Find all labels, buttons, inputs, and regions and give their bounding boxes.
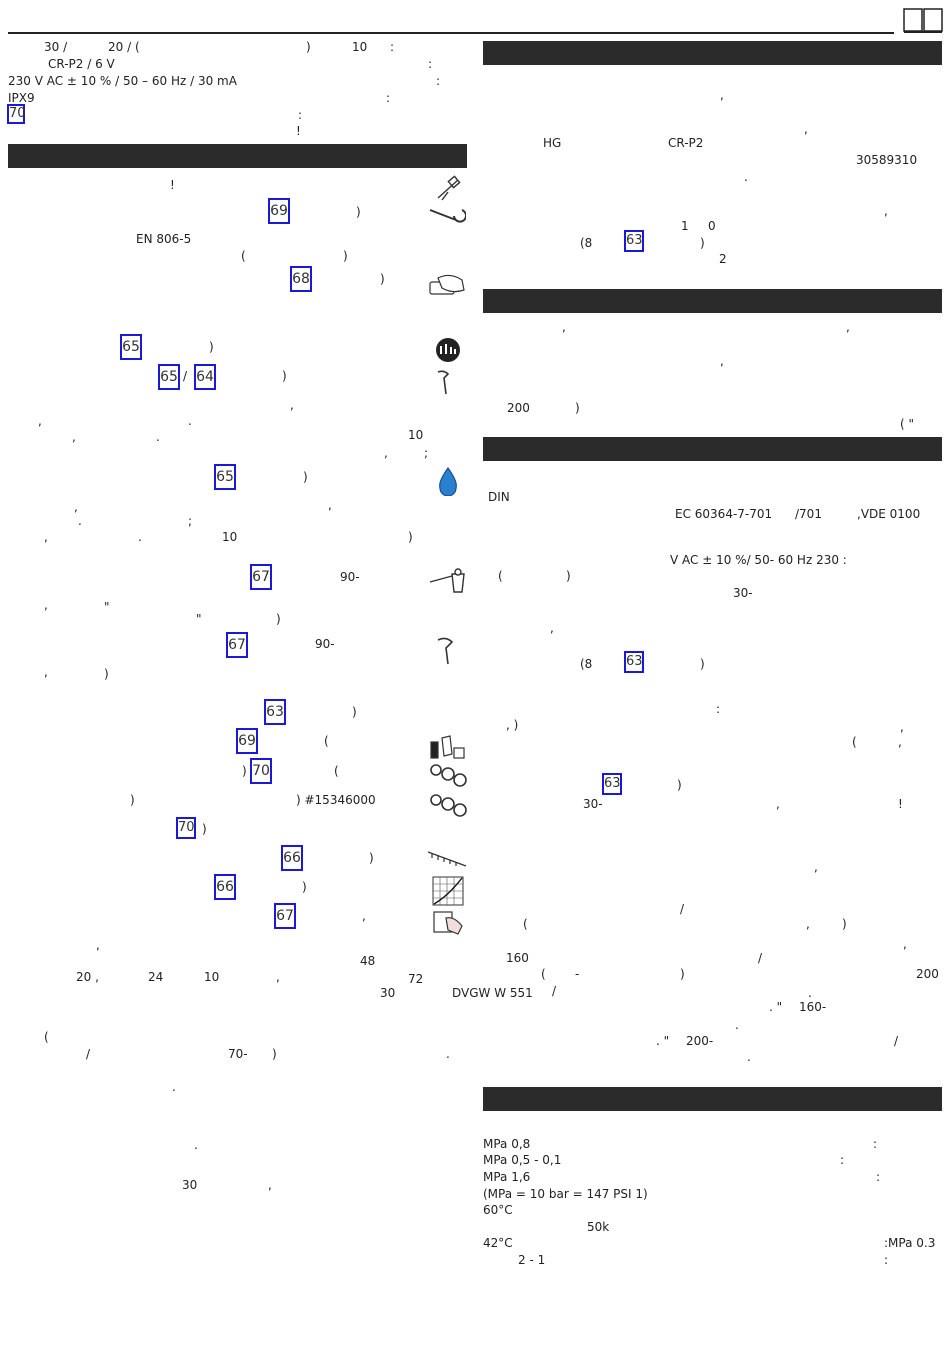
body-text: 30 [182, 1178, 198, 1192]
body-text: ) [272, 1047, 277, 1061]
section-header-bar [483, 1087, 942, 1111]
water-drop-icon [436, 466, 460, 496]
spec-text: : [298, 108, 303, 122]
body-text: 24 [148, 970, 164, 984]
spec-text: : [386, 91, 391, 105]
hand-cleaning-icon [428, 268, 468, 302]
body-text: , [900, 720, 904, 734]
body-text: , [846, 320, 850, 334]
body-text: ) [380, 272, 385, 286]
body-text: , [362, 909, 366, 923]
body-text: ) [842, 917, 847, 931]
body-text: ) [352, 705, 357, 719]
body-text: , [328, 498, 332, 512]
header-rule [8, 32, 894, 34]
hand-shower-icon [434, 636, 458, 666]
spec-text: : [436, 74, 441, 88]
spec-text: ! [296, 124, 301, 138]
body-text: ) [302, 880, 307, 894]
body-text: 10 [408, 428, 424, 442]
tech-spec: MPa 0,8 [483, 1137, 531, 1151]
body-text: 200 [916, 967, 939, 981]
body-text: / [758, 951, 763, 965]
tech-spec: 2 - 1 [518, 1253, 546, 1267]
page-ref[interactable]: 68 [290, 266, 312, 292]
page-ref[interactable]: 69 [268, 198, 290, 224]
spec-text: ) [306, 40, 311, 54]
body-text: . [188, 414, 192, 428]
spec-text: 30 / [44, 40, 68, 54]
body-text: ) [282, 369, 287, 383]
body-text: 200- [686, 1034, 714, 1048]
tech-spec: 60°C [483, 1203, 513, 1217]
body-text: ! [898, 797, 903, 811]
body-text: /701 [795, 507, 822, 521]
body-text: ) [276, 612, 281, 626]
body-text: , [276, 970, 280, 984]
page-ref[interactable]: 70 [176, 817, 196, 839]
body-text: CR-P2 [668, 136, 704, 150]
body-text: DVGW W 551 [452, 986, 533, 1000]
hand-screen-icon [432, 906, 466, 936]
page-ref[interactable]: 65 [120, 334, 142, 360]
watering-can-icon [426, 566, 468, 596]
section-header-bar [483, 289, 942, 313]
body-text: (8 [580, 657, 593, 671]
spec-text: 230 V AC ± 10 % / 50 – 60 Hz / 30 mA [8, 74, 237, 88]
ruler-icon [426, 848, 468, 872]
body-text: , [384, 446, 388, 460]
body-text: . " [769, 1000, 783, 1014]
spec-text: CR-P2 / 6 V [48, 57, 115, 71]
body-text: , [720, 88, 724, 102]
body-text: ) [242, 764, 247, 778]
body-text: , [814, 860, 818, 874]
page-ref[interactable]: 64 [194, 364, 216, 390]
tech-spec: MPa 1,6 [483, 1170, 531, 1184]
page-ref[interactable]: 69 [236, 728, 258, 754]
body-text: ( [852, 735, 857, 749]
body-text: EN 806-5 [136, 232, 192, 246]
body-text: . [172, 1080, 176, 1094]
page-ref[interactable]: 63 [624, 651, 644, 673]
page-ref[interactable]: 66 [281, 845, 303, 871]
body-text: : [716, 702, 721, 716]
body-text: 72 [408, 972, 424, 986]
body-text: , [903, 937, 907, 951]
body-text: ) [130, 793, 135, 807]
body-text: HG [543, 136, 562, 150]
body-text: 48 [360, 954, 376, 968]
tech-spec: : [876, 1170, 881, 1184]
body-text: ) [343, 249, 348, 263]
body-text: , [74, 500, 78, 514]
caulking-gun-icon [434, 174, 462, 202]
tech-spec: 50k [587, 1220, 610, 1234]
body-text: " [104, 600, 110, 614]
body-text: EC 60364-7-701 [675, 507, 773, 521]
body-text: 70- [228, 1047, 248, 1061]
body-text: ) [680, 967, 685, 981]
body-text: ( [498, 569, 503, 583]
body-text: ) [369, 851, 374, 865]
tech-spec: : [884, 1253, 889, 1267]
body-text: 0 [708, 219, 716, 233]
tech-spec: 42°C [483, 1236, 513, 1250]
body-text: (8 [580, 236, 593, 250]
body-text: ) [700, 236, 705, 250]
body-text: 20 , [76, 970, 99, 984]
body-text: . " [656, 1034, 670, 1048]
body-text: , [776, 797, 780, 811]
page-ref[interactable]: 63 [264, 699, 286, 725]
body-text: ,VDE 0100 [857, 507, 921, 521]
body-text: ( [241, 249, 246, 263]
body-text: / [680, 902, 685, 916]
body-text: 30- [733, 586, 753, 600]
body-text: , [806, 917, 810, 931]
body-text: , [884, 204, 888, 218]
hand-shower-icon [434, 368, 454, 396]
body-text: , [562, 320, 566, 334]
body-text: , ) [506, 718, 519, 732]
body-text: . [156, 430, 160, 444]
body-text: ) [408, 530, 413, 544]
body-text: 30- [583, 797, 603, 811]
page-ref[interactable]: 63 [602, 773, 622, 795]
battery-sensor-icon [430, 734, 466, 760]
tech-spec: :MPa 0.3 [884, 1236, 936, 1250]
body-text: ( [541, 967, 546, 981]
section-header-bar [8, 144, 467, 168]
body-text: . [808, 986, 812, 1000]
body-text: , [898, 735, 902, 749]
body-text: ) [209, 340, 214, 354]
body-text: . [78, 514, 82, 528]
body-text: 10 [204, 970, 220, 984]
body-text: DIN [488, 490, 510, 504]
body-text: ( [523, 917, 528, 931]
body-text: 2 [719, 252, 727, 266]
body-text: , [72, 430, 76, 444]
tech-spec: : [840, 1153, 845, 1167]
tech-spec: (MPa = 10 bar = 147 PSI 1) [483, 1187, 648, 1201]
body-text: ) [566, 569, 571, 583]
open-book-icon [903, 8, 943, 34]
body-text: " [196, 612, 202, 626]
body-text: , [38, 414, 42, 428]
page-ref[interactable]: 63 [624, 230, 644, 252]
tech-spec: : [873, 1137, 878, 1151]
section-header-bar [483, 437, 942, 461]
spec-text: IPX9 [8, 91, 35, 105]
pressure-gauge-icon [434, 336, 462, 364]
pressure-chart-icon [432, 876, 464, 906]
body-text: , [44, 530, 48, 544]
body-text: ! [170, 178, 175, 192]
body-text: , [96, 938, 100, 952]
body-text: V AC ± 10 %/ 50- 60 Hz 230 : [670, 553, 847, 567]
body-text: . [744, 170, 748, 184]
body-text: 160- [799, 1000, 827, 1014]
body-text: . [735, 1018, 739, 1032]
page-ref[interactable]: 67 [226, 632, 248, 658]
body-text: ) [677, 778, 682, 792]
body-text: 30589310 [856, 153, 918, 167]
body-text: 90- [340, 570, 360, 584]
body-text: 160 [506, 951, 529, 965]
body-text: 10 [222, 530, 238, 544]
body-text: . [747, 1050, 751, 1064]
seal-rings-icon [428, 792, 468, 820]
body-text: , [44, 598, 48, 612]
body-text: ) [700, 657, 705, 671]
body-text: 30 [380, 986, 396, 1000]
body-text: , [268, 1178, 272, 1192]
page-ref[interactable]: 65 [158, 364, 180, 390]
body-text: , [720, 354, 724, 368]
body-text: ( [324, 734, 329, 748]
body-text: ) [303, 470, 308, 484]
body-text: ) #15346000 [296, 793, 376, 807]
seal-rings-icon [428, 762, 468, 790]
body-text: ) [104, 667, 109, 681]
section-header-bar [483, 41, 942, 65]
body-text: ) [356, 205, 361, 219]
page-ref[interactable]: 66 [214, 874, 236, 900]
spec-text: : [390, 40, 395, 54]
body-text: ; [188, 514, 193, 528]
body-text: , [550, 621, 554, 635]
wrench-icon [428, 204, 466, 226]
body-text: ( [334, 764, 339, 778]
page-ref[interactable]: 67 [274, 903, 296, 929]
spec-text: 20 / ( [108, 40, 140, 54]
body-text: . [194, 1138, 198, 1152]
body-text: 90- [315, 637, 335, 651]
body-text: ( " [900, 417, 915, 431]
page-ref[interactable]: 67 [250, 564, 272, 590]
body-text: , [804, 122, 808, 136]
body-text: / [894, 1034, 899, 1048]
body-text: 200 [507, 401, 530, 415]
body-text: ; [424, 446, 429, 460]
spec-text: 10 [352, 40, 368, 54]
body-text: . [138, 530, 142, 544]
body-text: / [86, 1047, 91, 1061]
tech-spec: MPa 0,5 - 0,1 [483, 1153, 562, 1167]
body-text: . [446, 1047, 450, 1061]
body-text: ) [575, 401, 580, 415]
body-text: - [575, 967, 580, 981]
body-text: ( [44, 1030, 49, 1044]
body-text: ) [202, 822, 207, 836]
page-ref[interactable]: 65 [214, 464, 236, 490]
spec-text: : [428, 57, 433, 71]
body-text: 1 [681, 219, 689, 233]
body-text: / [552, 984, 557, 998]
body-text: , [44, 665, 48, 679]
page-ref[interactable]: 70 [250, 758, 272, 784]
page-ref[interactable]: 70 [7, 104, 25, 124]
body-text: , [290, 398, 294, 412]
